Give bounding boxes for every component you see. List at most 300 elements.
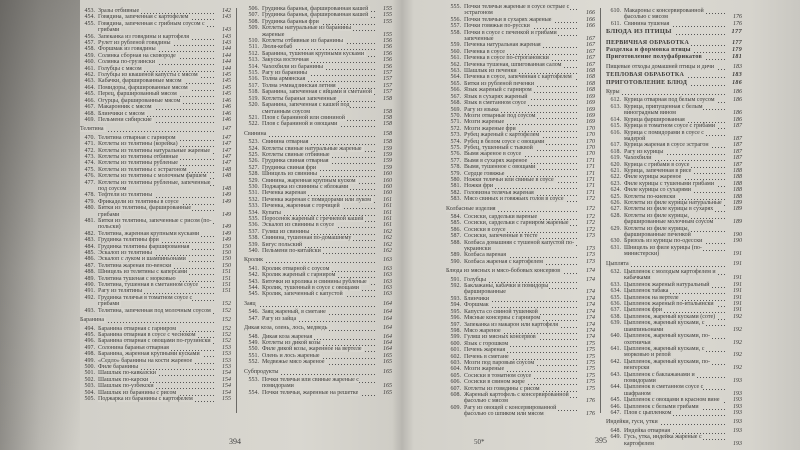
entry-page-number: 191	[733, 307, 742, 314]
entry-page-number: 153	[222, 363, 231, 370]
entry-title: Цыпленок с овощами в красном вине	[624, 397, 720, 404]
recipe-number: 574.	[450, 138, 461, 145]
toc-subheading	[606, 54, 742, 60]
recipe-number: 591.	[450, 276, 461, 283]
recipe-number: 611.	[610, 20, 621, 27]
toc-entry	[606, 213, 742, 226]
entry-page-number: 147	[222, 160, 231, 167]
entry-page-number: 143	[222, 33, 231, 40]
toc-entry	[606, 434, 742, 447]
entry-title: Мозги жареные фри	[464, 125, 516, 132]
recipe-number: 550.	[248, 346, 259, 353]
entry-page-number: 149	[222, 224, 231, 231]
entry-page-number: 166	[586, 16, 595, 23]
entry-title-with-leader	[262, 377, 376, 390]
entry-title: Язык в сухарях жареный	[464, 93, 528, 100]
entry-page-number: 177	[731, 28, 742, 36]
entry-title: Плов с бараниной или свининой	[262, 114, 346, 121]
entry-title: Рубец, тушенный с тыквой	[464, 144, 533, 151]
entry-page-number: 144	[222, 46, 231, 53]
page-number-left: 394	[229, 437, 241, 446]
toc-entry	[80, 308, 231, 314]
entry-page-number: 143	[222, 14, 231, 21]
entry-title: Свинина, тушенная по-домашнему	[262, 235, 352, 242]
recipe-number: 457.	[84, 40, 95, 47]
recipe-number: 608.	[450, 391, 461, 398]
entry-page-number: 193	[733, 419, 742, 426]
entry-title: Блинчики	[464, 295, 490, 302]
entry-page-number: 168	[586, 80, 595, 87]
recipe-number: 642.	[610, 358, 621, 365]
entry-title: Индейки, гуси, утки	[606, 419, 658, 426]
entry-title: Грудинка телячья в томатном соусе с грибами	[98, 294, 193, 308]
entry-title: Котлеты из филе курицы, фаршированные молочным соусом	[624, 212, 714, 226]
recipe-number: 622.	[610, 174, 621, 181]
entry-title: Цыпленок, жареный кусками, по-охотничьи	[624, 333, 710, 346]
entry-page-number: 167	[586, 61, 595, 68]
recipe-number: 521.	[248, 114, 259, 121]
entry-title: Шашлык из баранины с рисом	[98, 389, 177, 396]
entry-title: Печень в сметане	[464, 353, 509, 360]
entry-title-with-leader	[262, 102, 376, 115]
entry-title: Блинчики с мясом	[98, 110, 145, 117]
entry-title: Пельмени сибирские	[98, 116, 152, 123]
recipe-number: 474.	[84, 160, 95, 167]
entry-title: Битки из телятины, фаршированные грибами	[98, 205, 192, 218]
entry-page-number: 155	[222, 395, 231, 402]
recipe-number: 538.	[248, 235, 259, 242]
entry-title: Телятина жареная по-венски	[98, 262, 172, 269]
entry-title: Свинина тушеная	[624, 20, 670, 27]
entry-title: Цыпленок табака	[624, 288, 669, 295]
recipe-number: 504.	[84, 389, 95, 396]
entry-page-number: 156	[383, 44, 392, 51]
recipe-number: 475.	[84, 166, 95, 173]
recipe-number: 478.	[84, 192, 95, 199]
recipe-number: 505.	[84, 395, 95, 402]
recipe-number: 487.	[84, 262, 95, 269]
recipe-number: 512.	[248, 50, 259, 57]
entry-page-number: 176	[586, 398, 595, 405]
entry-page-number: 172	[586, 214, 595, 220]
recipe-number: 584.	[450, 214, 461, 220]
entry-page-number: 159	[383, 145, 392, 152]
recipe-number: 482.	[84, 230, 95, 237]
entry-page-number: 175	[586, 347, 595, 354]
entry-page-number: 192	[733, 352, 742, 359]
entry-page-number: 173	[586, 246, 595, 253]
entry-title-with-leader	[244, 325, 376, 331]
entry-title: Телятина, запеченная под молочным соусом	[98, 307, 211, 314]
entry-title-with-leader	[606, 89, 726, 95]
entry-page-number: 170	[586, 151, 595, 158]
entry-page-number: 158	[383, 139, 392, 146]
recipe-number: 625.	[610, 193, 621, 200]
entry-page-number: 173	[586, 252, 595, 259]
recipe-number: 472.	[84, 147, 95, 154]
entry-title: Гуляш из свинины	[262, 228, 310, 235]
entry-page-number: 193	[733, 409, 742, 416]
entry-page-number: 171	[586, 189, 595, 196]
recipe-number: 567.	[450, 93, 461, 100]
entry-title-with-leader	[624, 359, 726, 372]
entry-title: Кролик, тушенный в соусе с овощами	[262, 285, 359, 292]
recipe-number: 502.	[84, 376, 95, 383]
toc-entry	[244, 25, 392, 38]
entry-title-with-leader	[624, 21, 726, 27]
entry-page-number: 165	[383, 368, 392, 375]
recipe-number: 519.	[248, 95, 259, 102]
recipe-number: 454.	[84, 14, 95, 21]
entry-title: Баранина отварная с гарниром	[98, 325, 177, 332]
recipe-number: 613.	[610, 103, 621, 110]
entry-page-number: 181	[732, 54, 742, 61]
entry-page-number: 188	[733, 167, 742, 174]
entry-title: Сосиски в томатном соусе	[464, 372, 532, 379]
recipe-number: 458.	[84, 46, 95, 53]
entry-page-number: 191	[733, 288, 742, 295]
entry-page-number: 163	[383, 285, 392, 292]
entry-page-number: 193	[733, 427, 742, 434]
entry-title: Форшмак из говядины	[98, 46, 156, 53]
entry-title-with-leader	[464, 405, 579, 418]
entry-page-number: 171	[586, 157, 595, 164]
recipe-number: 564.	[450, 74, 461, 81]
recipe-number: 605.	[450, 372, 461, 379]
toc-entry	[606, 359, 742, 372]
recipe-number: 527.	[248, 164, 259, 171]
entry-title: Эскалоп из свинины в соусе	[262, 222, 334, 229]
recipe-number: 600.	[450, 340, 461, 347]
entry-title-with-leader	[606, 72, 726, 78]
entry-page-number: 167	[586, 55, 595, 62]
entry-title: Толма эчмиадзинская летняя	[262, 82, 336, 89]
recipe-number: 595.	[450, 308, 461, 315]
recipe-number: 561.	[450, 55, 461, 62]
entry-title-with-leader	[624, 104, 726, 117]
entry-title: Печенка жареная с помидорами или луком	[262, 196, 372, 203]
toc-section	[606, 261, 742, 267]
entry-page-number: 172	[586, 205, 595, 212]
entry-title-with-leader	[606, 64, 726, 70]
toc-column-1	[80, 8, 231, 402]
recipe-number: 597.	[450, 321, 461, 328]
entry-page-number: 189	[733, 206, 742, 213]
recipe-number: 617.	[610, 142, 621, 149]
entry-page-number: 175	[586, 372, 595, 379]
entry-title: Язык жареный с гарниром	[464, 87, 532, 94]
recipe-number: 580.	[450, 176, 461, 183]
entry-title-with-leader	[98, 295, 215, 308]
entry-page-number: 191	[733, 301, 742, 308]
toc-entry	[244, 121, 392, 127]
entry-title: Приготовление полуфабрикатов	[606, 54, 703, 61]
recipe-number: 523.	[248, 139, 259, 146]
entry-page-number: 172	[586, 220, 595, 227]
toc-entry	[80, 218, 231, 231]
recipe-number: 533.	[248, 203, 259, 210]
recipe-number: 479.	[84, 198, 95, 205]
entry-page-number: 165	[383, 359, 392, 366]
entry-page-number: 173	[586, 233, 595, 240]
recipe-number: 618.	[610, 148, 621, 155]
entry-title: Битки из рубленой печенки	[464, 80, 535, 87]
toc-column-3	[446, 4, 595, 418]
entry-title-with-leader	[606, 29, 726, 35]
entry-title: Гуляш из мясных консервов	[464, 334, 536, 341]
entry-title: Грудинка свиная отварная	[262, 158, 329, 165]
entry-title: Мозги жареные	[464, 119, 505, 126]
entry-page-number: 186	[733, 89, 742, 96]
toc-column-4	[606, 8, 742, 447]
entry-page-number: 163	[383, 257, 392, 264]
recipe-number: 602.	[450, 353, 461, 360]
entry-title: Цыпленок на вертеле	[624, 294, 679, 301]
entry-title: Поджарка из баранины с картофелем	[98, 395, 193, 402]
entry-page-number: 175	[586, 385, 595, 392]
entry-page-number: 174	[586, 308, 595, 315]
entry-title: Вымя жареное в соусе	[464, 151, 522, 158]
entry-title-with-leader	[98, 205, 215, 218]
entry-title: Грудинка свиная фри	[262, 164, 317, 171]
entry-page-number: 169	[586, 106, 595, 113]
entry-title: Цыпленок фри	[624, 307, 662, 314]
entry-page-number: 146	[222, 110, 231, 117]
toc-entry	[606, 130, 742, 143]
recipe-number: 610.	[610, 8, 621, 14]
recipe-number: 603.	[450, 359, 461, 366]
entry-title: Пельмени по-китайски	[262, 248, 321, 255]
entry-page-number: 183	[733, 63, 742, 70]
entry-title: Котлеты из телятины рубленые	[98, 160, 178, 167]
entry-title: Плов с цыпленком	[624, 409, 672, 416]
recipe-number: 516.	[248, 76, 259, 83]
entry-page-number: 167	[586, 36, 595, 43]
recipe-number: 637.	[610, 307, 621, 314]
entry-title: Запеканка из говядины и картофеля	[98, 33, 190, 40]
toc-subheading	[606, 40, 742, 46]
entry-title: Пищевые отходы домашней птицы и дичи	[606, 63, 715, 70]
entry-page-number: 143	[222, 40, 231, 47]
recipe-number: 572.	[450, 125, 461, 132]
entry-title: Гусь, утка, индейка жареные с картофелем	[624, 434, 702, 447]
recipe-number: 577.	[450, 157, 461, 164]
toc-section	[606, 89, 742, 95]
recipe-number: 470.	[84, 134, 95, 141]
entry-page-number: 159	[383, 151, 392, 158]
entry-title-with-leader	[244, 301, 376, 307]
recipe-number: 463.	[84, 78, 95, 85]
recipe-number: 468.	[84, 110, 95, 117]
page-number-right: 395	[595, 436, 607, 445]
entry-title: Телятина, тушенная в сметанном соусе	[98, 282, 198, 289]
entry-title: Баранина отварная с овощами по-грузински	[98, 338, 211, 345]
recipe-number: 563.	[450, 68, 461, 75]
entry-title: Баранина отварная в соусе с чесноком	[98, 331, 196, 338]
entry-page-number: 190	[733, 238, 742, 245]
entry-page-number: 150	[222, 243, 231, 250]
toc-entry	[80, 205, 231, 218]
entry-page-number: 143	[222, 27, 231, 34]
entry-title: Головизна телячья жареная	[464, 189, 534, 196]
entry-title: Шашлык по-карски	[98, 376, 149, 383]
entry-title: Запеканка из макарон или картофеля	[464, 321, 559, 328]
entry-title: Филе дикой козы, жаренное на вертеле	[262, 346, 362, 353]
entry-page-number: 187	[733, 142, 742, 149]
entry-page-number: 171	[586, 170, 595, 177]
recipe-number: 648.	[610, 427, 621, 434]
entry-title: Помидоры, фаршированные мясом	[98, 84, 188, 91]
entry-title: Сосиски в свином жире	[464, 379, 525, 386]
entry-page-number: 155	[383, 12, 392, 19]
entry-page-number: 162	[383, 241, 392, 248]
entry-page-number: 188	[733, 187, 742, 194]
entry-title: Ножки фри	[464, 183, 494, 190]
recipe-number: 554.	[248, 389, 259, 396]
recipe-number: 515.	[248, 70, 259, 77]
recipe-number: 507.	[248, 12, 259, 19]
entry-page-number: 163	[383, 265, 392, 272]
recipe-number: 559.	[450, 42, 461, 49]
entry-page-number: 175	[586, 366, 595, 373]
entry-title: Грудинка телятины фри	[98, 237, 159, 244]
toc-entry	[80, 117, 231, 123]
recipe-number: 624.	[610, 187, 621, 194]
toc-entry	[244, 359, 392, 365]
recipe-number: 630.	[610, 238, 621, 245]
entry-title: Тефтели из телятины	[98, 192, 153, 199]
entry-title: Котлеты свиные натуральные жареные	[262, 145, 362, 152]
entry-page-number: 172	[586, 196, 595, 203]
toc-entry	[606, 384, 742, 397]
recipe-number: 518.	[248, 89, 259, 96]
recipe-number: 543.	[248, 278, 259, 285]
entry-title: Свинина	[244, 130, 267, 137]
entry-page-number: 191	[733, 251, 742, 258]
entry-title-with-leader	[464, 283, 579, 296]
entry-title: Телятина тушеная с морковью	[98, 275, 176, 282]
recipe-number: 498.	[84, 351, 95, 358]
entry-title: Цыпленок с белыми грибами	[624, 403, 699, 410]
recipe-number: 641.	[610, 345, 621, 352]
entry-page-number: 157	[383, 82, 392, 89]
recipe-number: 562.	[450, 61, 461, 68]
entry-page-number: 166	[586, 10, 595, 17]
recipe-number: 649.	[610, 434, 621, 441]
entry-title: Рагу из курицы	[624, 148, 664, 155]
entry-title: Курица с помидорами в соусе с мадерой	[624, 129, 704, 142]
entry-title-with-leader	[446, 206, 579, 212]
entry-title: Цыпленок, жареный кусками, по-венгерски	[624, 358, 710, 372]
recipe-number: 546.	[248, 309, 259, 316]
entry-title: Эскалоп с луком и шампиньонами	[98, 256, 186, 263]
entry-page-number: 152	[222, 331, 231, 338]
recipe-number: 529.	[248, 177, 259, 184]
toc-entry	[244, 248, 392, 254]
entry-title-with-leader	[624, 372, 726, 385]
entry-page-number: 170	[586, 138, 595, 145]
recipe-number: 588.	[450, 239, 461, 246]
entry-title: Вымя в сухарях жареное	[464, 157, 528, 164]
entry-page-number: 149	[222, 230, 231, 237]
entry-title: Заяц	[244, 300, 256, 307]
entry-page-number: 149	[222, 192, 231, 199]
entry-page-number: 175	[586, 353, 595, 360]
entry-title: Баранина	[80, 317, 105, 324]
recipe-number: 628.	[610, 212, 621, 219]
recipe-number: 627.	[610, 206, 621, 213]
recipe-number: 496.	[84, 338, 95, 345]
recipe-number: 525.	[248, 151, 259, 158]
entry-page-number: 174	[586, 268, 595, 275]
recipe-number: 461.	[84, 65, 95, 72]
recipe-number: 594.	[450, 302, 461, 309]
entry-page-number: 192	[733, 339, 742, 346]
entry-page-number: 187	[733, 148, 742, 155]
recipe-number: 503.	[84, 383, 95, 390]
column-divider	[236, 8, 237, 413]
recipe-number: 469.	[84, 116, 95, 123]
entry-title: Цыпленок, жареный кусками, с морковью и репой	[624, 345, 705, 359]
recipe-number: 534.	[248, 209, 259, 216]
recipe-number: 497.	[84, 344, 95, 351]
entry-page-number: 163	[383, 278, 392, 285]
entry-title: Баранина, тушенная крупными кусками	[262, 50, 365, 57]
entry-page-number: 142	[222, 8, 231, 14]
entry-page-number: 152	[222, 325, 231, 332]
recipe-number: 571.	[450, 119, 461, 126]
entry-title: Огурцы, фаршированные мясом	[98, 97, 181, 104]
recipe-number: 456.	[84, 33, 95, 40]
entry-page-number: 155	[383, 6, 392, 12]
entry-title: Курица отварная под белым соусом	[624, 97, 715, 104]
entry-title: Печень жареная	[464, 347, 506, 354]
entry-title: Печенка в соусе, запеченная с картофелем	[464, 74, 572, 81]
entry-title: Почки телячьи в сухарях жареные	[464, 16, 552, 23]
entry-page-number: 156	[383, 38, 392, 45]
entry-title-with-leader	[606, 80, 726, 86]
toc-subheading	[606, 80, 742, 86]
recipe-number: 560.	[450, 48, 461, 55]
entry-title: Блюда из мясных и мясо-бобовых консервов	[446, 268, 561, 275]
entry-title-with-leader	[98, 180, 215, 193]
entry-title-with-leader	[464, 240, 579, 253]
recipe-number: 582.	[450, 189, 461, 196]
entry-title-with-leader	[624, 410, 726, 416]
toc-entry	[244, 316, 392, 322]
recipe-number: 578.	[450, 164, 461, 171]
recipe-number: 626.	[610, 199, 621, 206]
column-divider	[600, 8, 601, 413]
entry-page-number: 146	[222, 97, 231, 104]
entry-title: Чахохбили	[624, 155, 652, 162]
toc-entry	[606, 269, 742, 282]
recipe-number: 551.	[248, 352, 259, 359]
entry-page-number: 154	[222, 383, 231, 390]
toc-entry	[446, 405, 595, 418]
entry-title: Филе курицы жареное	[624, 174, 682, 181]
entry-title: БЛЮДА ИЗ ПТИЦЫ	[606, 28, 672, 36]
entry-page-number: 160	[383, 183, 392, 190]
entry-title: Грудинка телятины фаршированная	[98, 243, 190, 250]
entry-title: Ножки телячьи или свиные в соусе	[464, 176, 554, 183]
entry-title: Говядина, запеченная с картофелем	[98, 14, 189, 21]
recipe-number: 565.	[450, 80, 461, 87]
entry-page-number: 158	[383, 95, 392, 102]
entry-page-number: 168	[586, 68, 595, 75]
recipe-number: 586.	[450, 226, 461, 233]
entry-title: Поросенок жареный с гречневой кашей	[262, 216, 364, 222]
